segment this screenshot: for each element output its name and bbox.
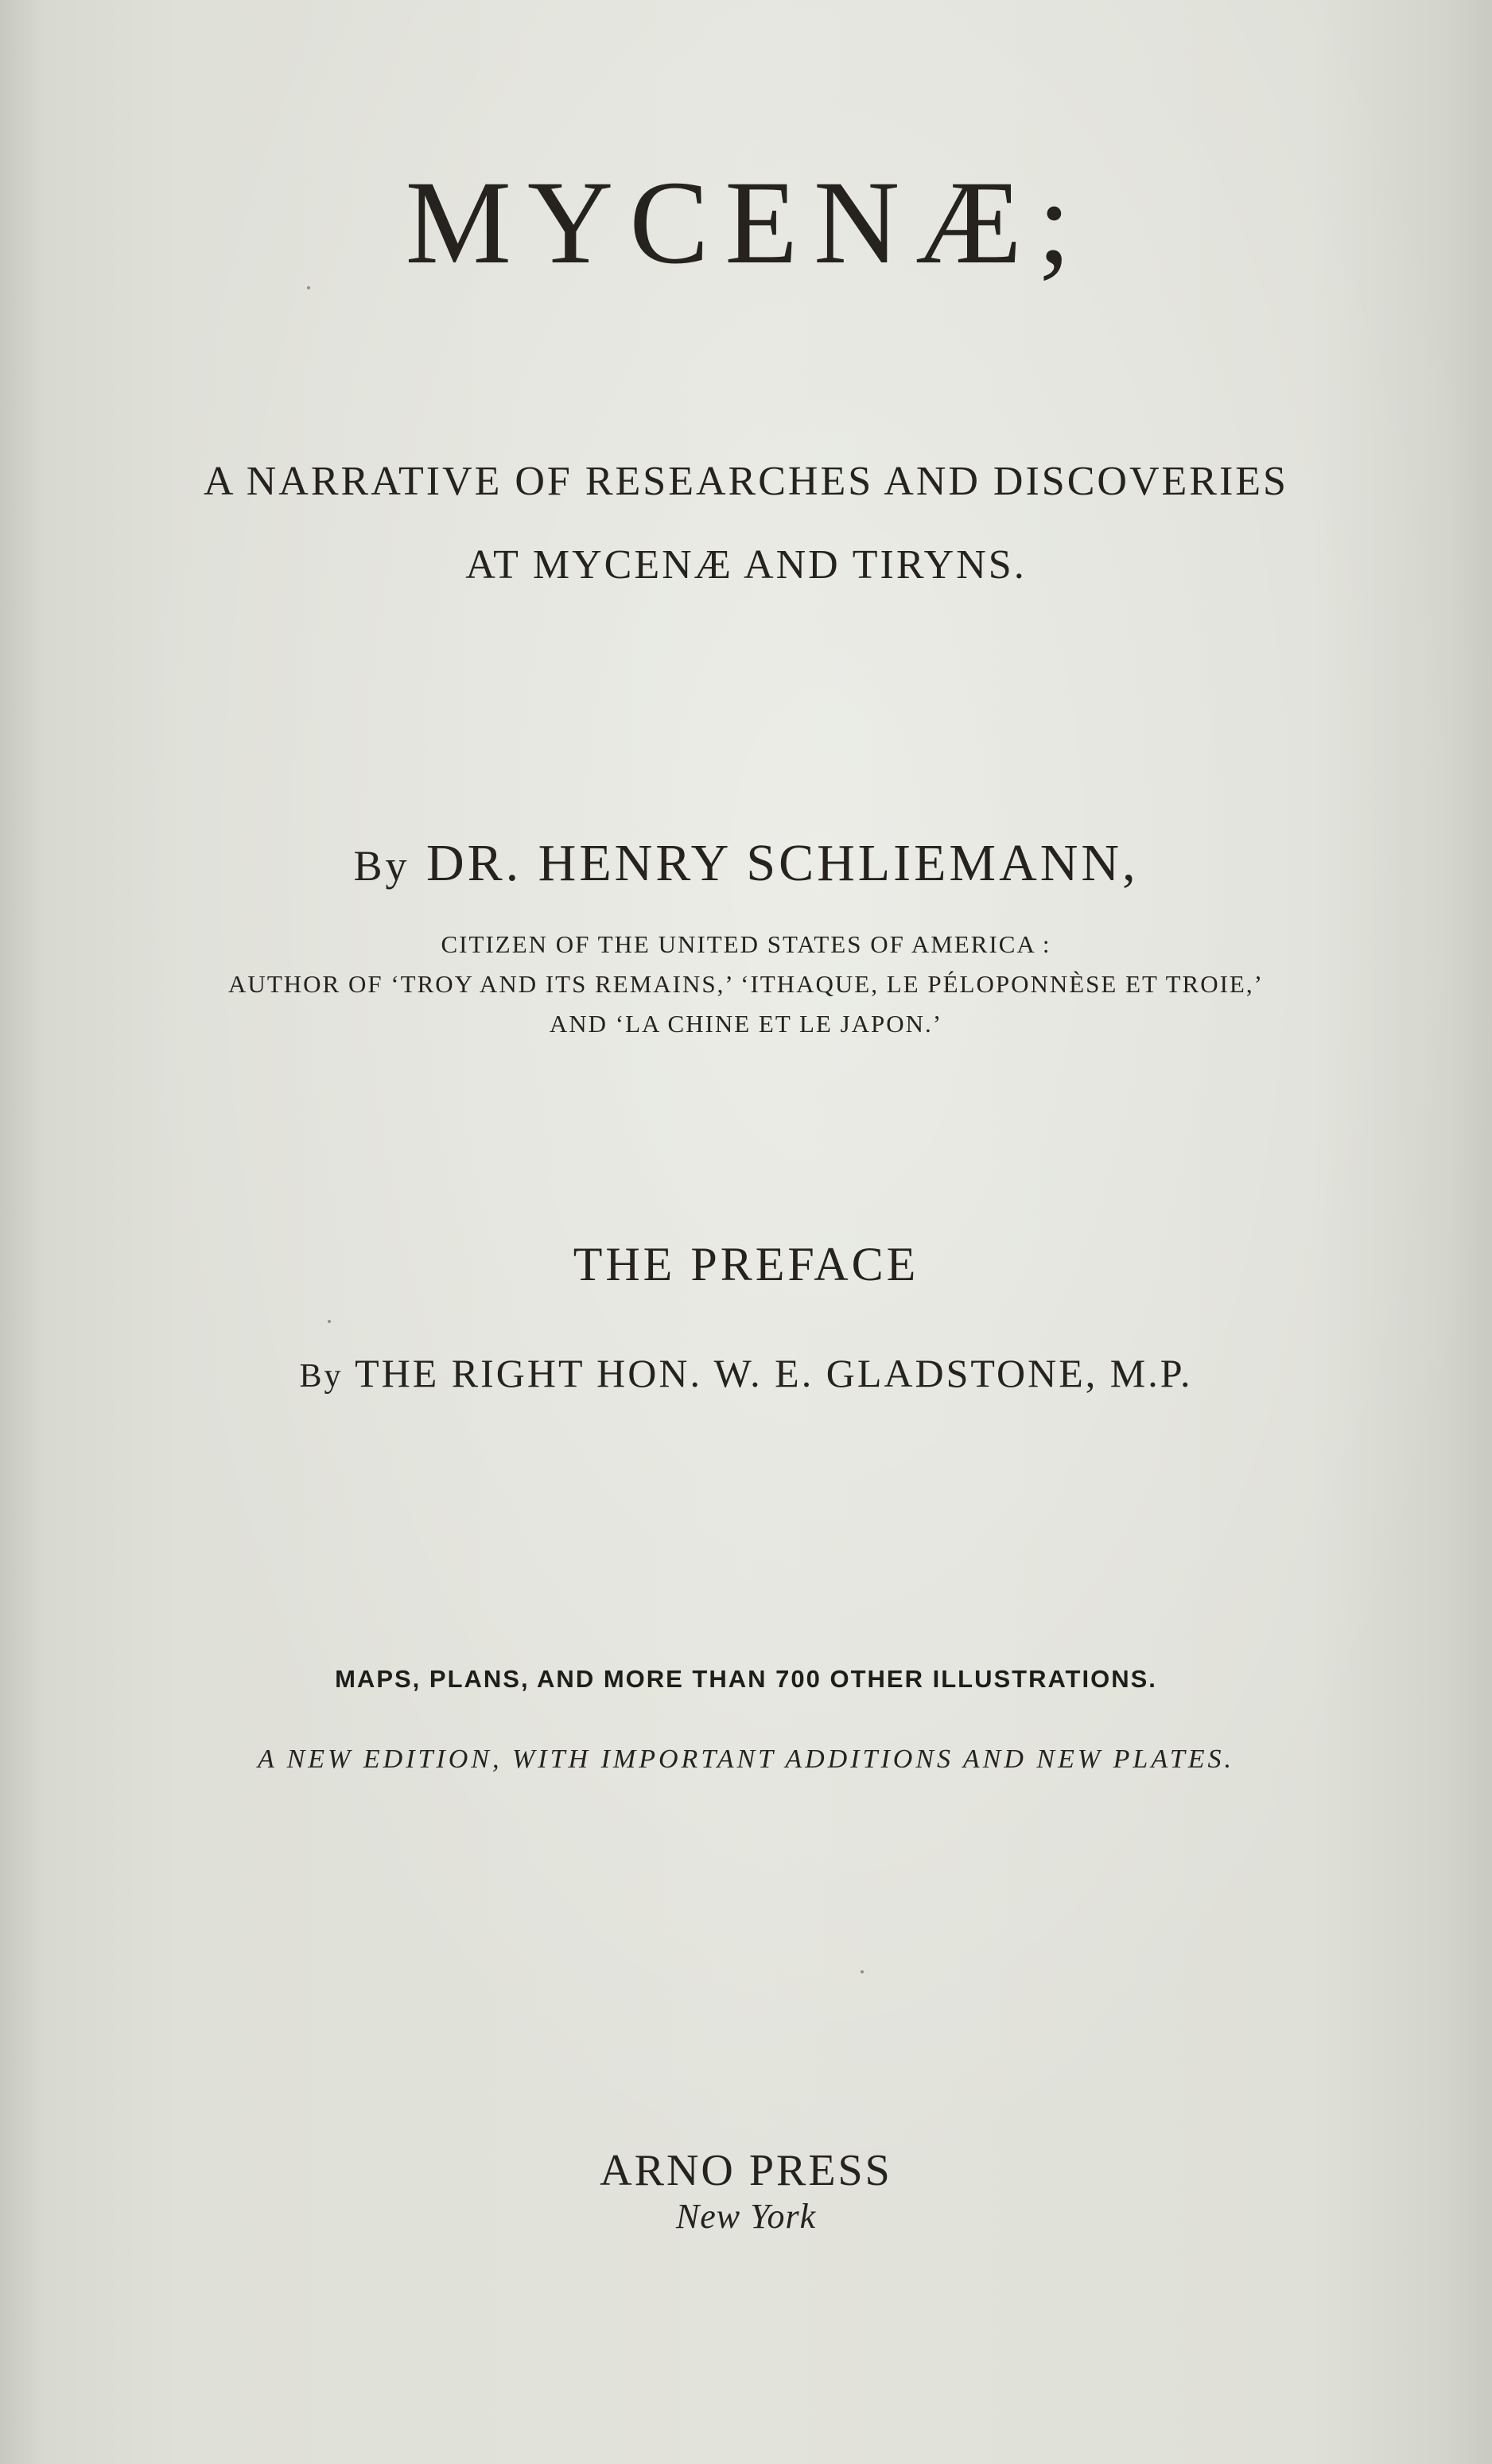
book-title: MYCENÆ; bbox=[405, 157, 1087, 289]
paper-speck bbox=[307, 286, 310, 289]
illustrations-note: MAPS, PLANS, AND MORE THAN 700 OTHER ILLUSTRATIONS. bbox=[335, 1665, 1157, 1693]
paper-speck bbox=[328, 1320, 331, 1323]
author-credential-3: AND ‘LA CHINE ET LE JAPON.’ bbox=[549, 1010, 943, 1038]
preface-heading: THE PREFACE bbox=[573, 1238, 919, 1290]
subtitle-line-2: AT MYCENÆ AND TIRYNS. bbox=[465, 542, 1027, 588]
publisher-name: ARNO PRESS bbox=[600, 2146, 892, 2195]
preface-author-line bbox=[0, 1353, 1492, 1393]
subtitle-line-1: A NARRATIVE OF RESEARCHES AND DISCOVERIES bbox=[204, 459, 1288, 504]
publisher-place: New York bbox=[675, 2197, 817, 2236]
preface-by-label: By bbox=[299, 1358, 344, 1395]
author-credential-2: AUTHOR OF ‘TROY AND ITS REMAINS,’ ‘ITHAQUE, LE PÉLOPONNÈSE ET TROIE,’ bbox=[228, 970, 1264, 998]
author-line bbox=[0, 834, 1492, 892]
author-by-label: By bbox=[353, 842, 410, 890]
author-credential-1: CITIZEN OF THE UNITED STATES OF AMERICA : bbox=[441, 930, 1051, 958]
edition-note: A NEW EDITION, WITH IMPORTANT ADDITIONS AND NEW PLATES. bbox=[257, 1744, 1235, 1774]
paper-speck bbox=[861, 1970, 864, 1973]
author-name: DR. HENRY SCHLIEMANN, bbox=[425, 834, 1139, 892]
preface-author-name: THE RIGHT HON. W. E. GLADSTONE, M.P. bbox=[355, 1351, 1193, 1395]
